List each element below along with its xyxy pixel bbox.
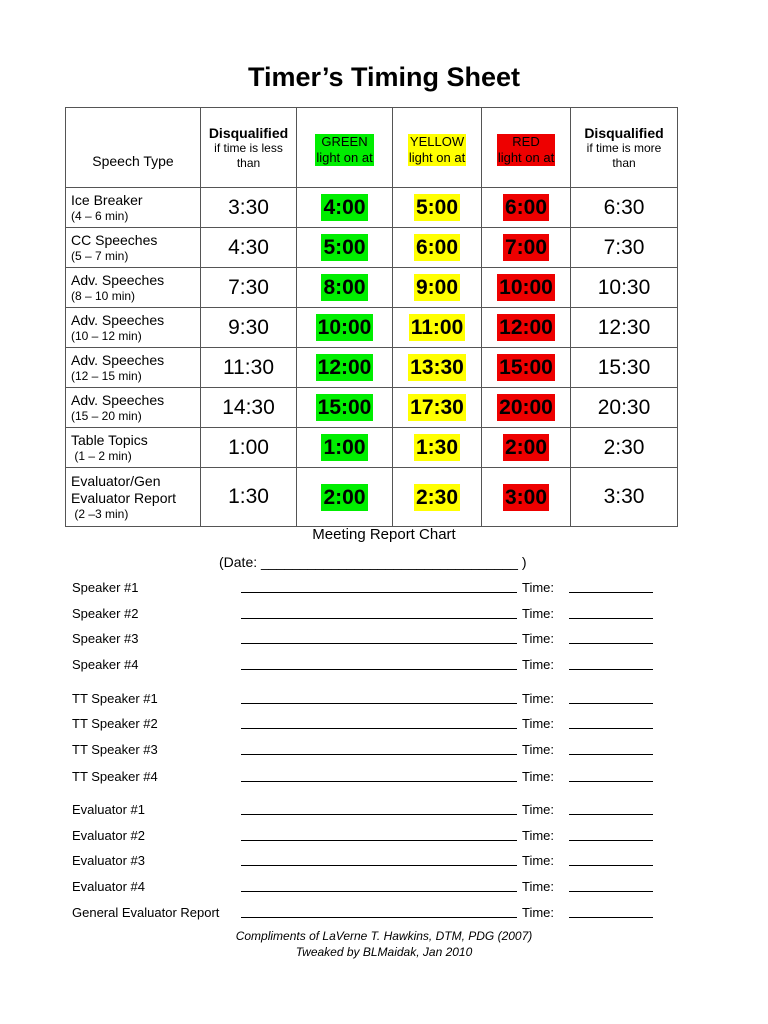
header-yellow-label [408,134,466,166]
report-row [0,742,768,760]
green-cell [297,468,393,527]
header-green-title: GREEN [321,134,368,149]
speech-name: Adv. Speeches [71,271,165,288]
report-entry-label: TT Speaker #1 [72,691,158,706]
header-red-sub: light on at [497,150,555,165]
green-time: 12:00 [317,356,372,379]
yellow-cell [393,308,482,348]
green-time: 15:00 [317,396,372,419]
time-label: Time: [522,769,555,784]
speech-name: Table Topics [71,431,148,448]
min-time-cell: 3:30 [201,188,297,228]
name-blank[interactable] [241,618,517,619]
speech-range: (12 – 15 min) [71,368,142,383]
time-blank[interactable] [569,592,653,593]
red-cell [482,228,571,268]
speech-name: CC Speeches [71,231,158,248]
report-row [0,879,768,897]
time-label: Time: [522,905,555,920]
speech-range: (10 – 12 min) [71,328,142,343]
report-entry-label: TT Speaker #2 [72,716,158,731]
red-time: 6:00 [504,196,548,219]
yellow-time: 6:00 [415,236,459,259]
speech-name: Adv. Speeches [71,391,165,408]
report-entry-label: Speaker #3 [72,631,139,646]
speech-cell [66,268,201,308]
min-time-cell: 7:30 [201,268,297,308]
table-row [66,268,678,308]
time-blank[interactable] [569,703,653,704]
time-label: Time: [522,879,555,894]
header-disq-less-sub1: if time is less [214,140,283,155]
yellow-time: 5:00 [415,196,459,219]
timing-table [65,107,678,527]
yellow-time: 17:30 [410,396,464,419]
max-time-cell: 3:30 [571,468,678,527]
time-blank[interactable] [569,781,653,782]
header-yellow [393,108,482,188]
red-cell [482,468,571,527]
time-label: Time: [522,657,555,672]
time-blank[interactable] [569,891,653,892]
speech-cell [66,348,201,388]
report-row [0,769,768,787]
report-row [0,802,768,820]
yellow-time: 1:30 [415,436,459,459]
header-red [482,108,571,188]
report-entry-label: TT Speaker #3 [72,742,158,757]
green-time: 1:00 [323,436,366,459]
green-time: 8:00 [323,276,366,299]
report-row [0,853,768,871]
red-cell [482,428,571,468]
table-row [66,348,678,388]
time-blank[interactable] [569,865,653,866]
header-yellow-title: YELLOW [409,134,465,149]
header-disq-less-sub2: than [236,155,261,170]
green-cell [297,228,393,268]
min-time-cell: 1:00 [201,428,297,468]
table-row [66,228,678,268]
time-label: Time: [522,631,555,646]
yellow-time: 2:30 [415,485,459,509]
report-entry-label: Speaker #2 [72,606,139,621]
speech-range: (15 – 20 min) [71,408,142,423]
report-row [0,606,768,624]
header-disq-less-title: Disqualified [208,124,289,141]
name-blank[interactable] [241,865,517,866]
report-entry-label: TT Speaker #4 [72,769,158,784]
speech-range: (2 –3 min) [71,506,129,521]
report-row [0,905,768,923]
report-row [0,716,768,734]
speech-cell [66,308,201,348]
speech-name: Adv. Speeches [71,311,165,328]
table-row [66,428,678,468]
report-title: Meeting Report Chart [312,526,456,543]
speech-cell [66,428,201,468]
yellow-cell [393,188,482,228]
page-title: Timer’s Timing Sheet [247,62,521,92]
green-time: 5:00 [323,236,366,259]
name-blank[interactable] [241,669,517,670]
table-row [66,468,678,527]
yellow-cell [393,428,482,468]
red-cell [482,268,571,308]
header-green [297,108,393,188]
red-time: 15:00 [499,356,553,379]
red-cell [482,188,571,228]
table-header-row [66,108,678,188]
name-blank[interactable] [241,891,517,892]
time-blank[interactable] [569,917,653,918]
header-red-title: RED [512,134,540,149]
min-time-cell: 1:30 [201,468,297,527]
report-row [0,657,768,675]
report-entry-label: Evaluator #1 [72,802,145,817]
report-row [0,828,768,846]
green-cell [297,308,393,348]
green-time: 4:00 [323,196,366,219]
header-green-sub: light on at [316,150,373,165]
min-time-cell: 4:30 [201,228,297,268]
max-time-cell: 2:30 [571,428,678,468]
min-time-cell: 9:30 [201,308,297,348]
speech-name: Adv. Speeches [71,351,165,368]
table-row [66,308,678,348]
max-time-cell: 15:30 [571,348,678,388]
name-blank[interactable] [241,592,517,593]
speech-name: Ice Breaker [71,191,143,208]
yellow-time: 9:00 [415,276,459,299]
yellow-cell [393,268,482,308]
table-row [66,388,678,428]
table-row [66,188,678,228]
name-blank[interactable] [241,703,517,704]
time-blank[interactable] [569,643,653,644]
max-time-cell: 12:30 [571,308,678,348]
red-cell [482,348,571,388]
header-yellow-sub: light on at [408,150,466,165]
header-speech-type: Speech Type [66,108,201,188]
name-blank[interactable] [241,754,517,755]
name-blank[interactable] [241,840,517,841]
green-time: 2:00 [323,485,366,509]
time-label: Time: [522,716,555,731]
speech-cell [66,468,201,527]
report-entry-label: Evaluator #2 [72,828,145,843]
speech-cell [66,388,201,428]
header-disqualified-less [201,108,297,188]
min-time-cell: 11:30 [201,348,297,388]
max-time-cell: 20:30 [571,388,678,428]
yellow-cell [393,388,482,428]
name-blank[interactable] [241,643,517,644]
time-label: Time: [522,580,555,595]
time-blank[interactable] [569,840,653,841]
green-cell [297,188,393,228]
credit-line-1: Compliments of LaVerne T. Hawkins, DTM, PDG (2007) [235,929,533,943]
report-entry-label: Speaker #1 [72,580,139,595]
speech-name: Evaluator/Gen [71,472,161,489]
header-red-label [497,134,555,166]
report-entry-label: Evaluator #4 [72,879,145,894]
time-label: Time: [522,853,555,868]
credit-line-2: Tweaked by BLMaidak, Jan 2010 [295,945,473,959]
yellow-cell [393,228,482,268]
max-time-cell: 6:30 [571,188,678,228]
time-blank[interactable] [569,814,653,815]
name-blank[interactable] [241,917,517,918]
report-row [0,691,768,709]
time-label: Time: [522,828,555,843]
time-label: Time: [522,802,555,817]
speech-range: (1 – 2 min) [71,448,132,463]
max-time-cell: 10:30 [571,268,678,308]
time-blank[interactable] [569,728,653,729]
time-blank[interactable] [569,669,653,670]
header-disq-more-title: Disqualified [584,124,664,141]
green-cell [297,268,393,308]
speech-cell [66,228,201,268]
red-cell [482,388,571,428]
report-entry-label: Speaker #4 [72,657,139,672]
green-cell [297,348,393,388]
header-disq-more-sub2: than [612,155,636,170]
time-label: Time: [522,691,555,706]
green-time: 10:00 [317,316,372,339]
min-time-cell: 14:30 [201,388,297,428]
name-blank[interactable] [241,781,517,782]
yellow-time: 11:00 [410,316,464,339]
report-entry-label: Evaluator #3 [72,853,145,868]
red-time: 2:00 [504,436,548,459]
red-time: 7:00 [504,236,548,259]
report-entry-label: General Evaluator Report [72,905,220,920]
report-row [0,580,768,598]
report-row [0,631,768,649]
yellow-time: 13:30 [410,356,464,379]
red-time: 20:00 [499,396,553,419]
time-blank[interactable] [569,618,653,619]
green-cell [297,388,393,428]
red-time: 10:00 [499,276,553,299]
yellow-cell [393,468,482,527]
time-label: Time: [522,742,555,757]
green-cell [297,428,393,468]
name-blank[interactable] [241,814,517,815]
header-disqualified-more [571,108,678,188]
red-time: 12:00 [499,316,553,339]
time-label: Time: [522,606,555,621]
speech-name-line2: Evaluator Report [71,489,177,506]
red-cell [482,308,571,348]
name-blank[interactable] [241,728,517,729]
speech-range: (5 – 7 min) [71,248,129,263]
header-green-label [315,134,373,166]
date-line: (Date: _________________________________ ) [219,554,527,570]
header-disq-more-sub1: if time is more [586,140,662,155]
yellow-cell [393,348,482,388]
red-time: 3:00 [504,485,548,509]
time-blank[interactable] [569,754,653,755]
speech-range: (4 – 6 min) [71,208,129,223]
max-time-cell: 7:30 [571,228,678,268]
speech-range: (8 – 10 min) [71,288,136,303]
speech-cell [66,188,201,228]
